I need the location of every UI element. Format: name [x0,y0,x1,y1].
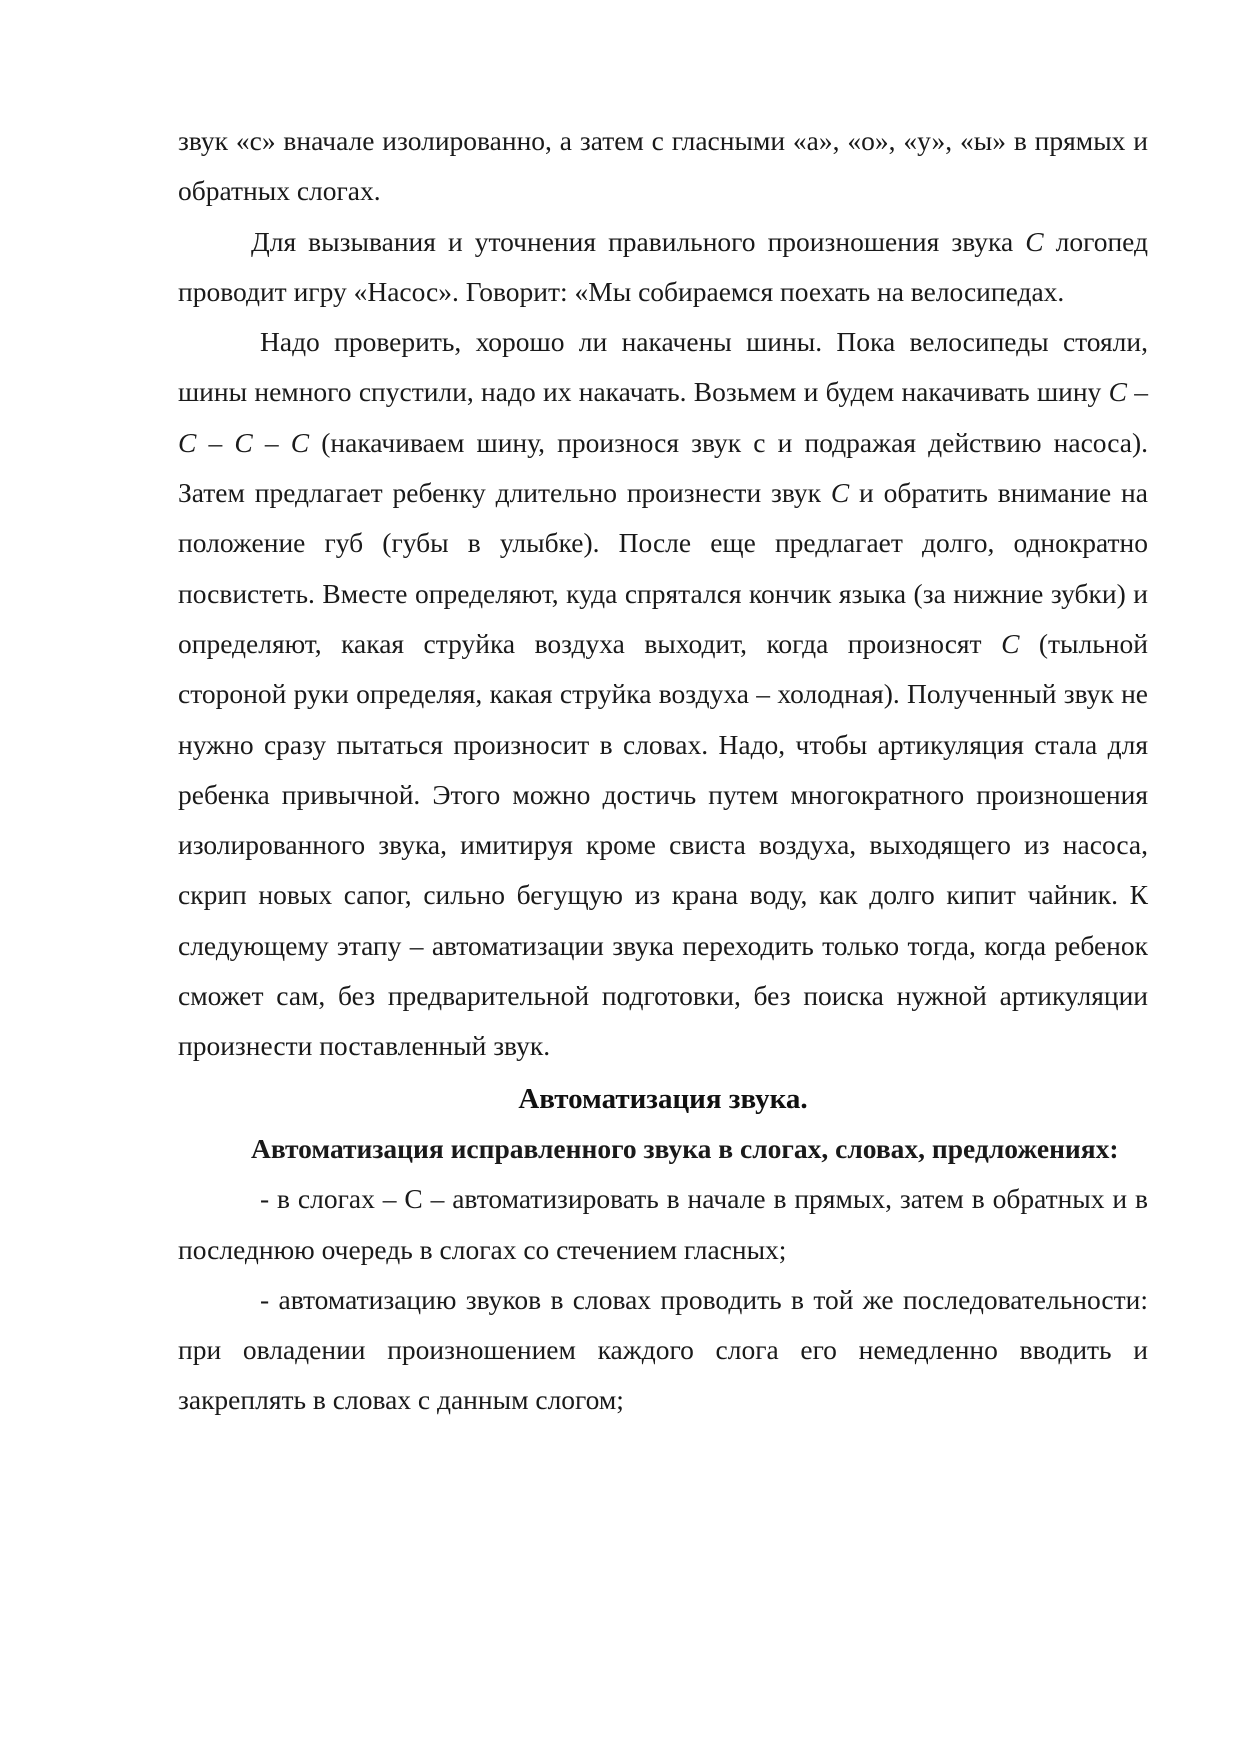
sound-letter: С [1025,225,1044,257]
section-heading: Автоматизация звука. [518,1082,808,1115]
paragraph-2-text-b: логопед проводит игру «Насос». Говорит: «Мы собираемся поехать на велосипедах. [178,225,1149,307]
paragraph-3-text-b: (накачиваем шину, произнося звук с и подражая действию насоса). Затем предлагает ребенку длительно произнести звук [178,426,1148,509]
paragraph-3-text-d: (тыльной стороной руки определяя, какая струйка воздуха – холодная). Полученный звук не нужно сразу пытаться произносит в словах. Надо, чтобы артикуляция стала для ребенка привычной. Этого можно достичь путем многократного произношения изолированного звука, имитируя кроме свиста воздуха, выходящего из насоса, скрип новых сапог, сильно бегущую из крана воду, как долго кипит чайник. К следующему этапу – автоматизации звука переходить только тогда, когда ребенок сможет сам, без предварительной подготовки, без поиска нужной артикуляции произнести поставленный звук. [178,627,1148,1062]
paragraph-3-text-a: Надо проверить, хорошо ли накачены шины. Пока велосипеды стояли, шины немного спустили, надо их накачать. Возьмем и будем накачивать шину [178,326,1148,408]
sound-letter: С [1001,627,1020,659]
pump-sound-sequence: С – С – С – С [178,376,1148,458]
document-page [178,116,1148,1426]
paragraph-1: звук «с» вначале изолированно, а затем с гласными «а», «о», «у», «ы» в прямых и обратных слогах. [178,125,1148,207]
sound-letter: С [830,477,850,509]
section-subheading: Автоматизация исправленного звука в слогах, словах, предложениях: [251,1132,1119,1164]
paragraph-3-text-c: и обратить внимание на положение губ (губы в улыбке). После еще предлагает долго, однократно посвистеть. Вместе определяют, куда спрятался кончик языка (за нижние зубки) и определяют, какая струйка воздуха выходит, когда произносят [178,477,1148,659]
paragraph-2 [178,217,1148,318]
list-item: - в слогах – С – автоматизировать в начале в прямых, затем в обратных и в последнюю очередь в слогах со стечением гласных; [178,1183,1148,1265]
list-item: - автоматизацию звуков в словах проводить в той же последовательности: при овладении произношением каждого слога его немедленно вводить и закреплять в словах с данным слогом; [178,1283,1148,1416]
paragraph-2-text-a: Для вызывания и уточнения правильного произношения звука [251,225,1026,257]
paragraph-3 [178,317,1148,1071]
